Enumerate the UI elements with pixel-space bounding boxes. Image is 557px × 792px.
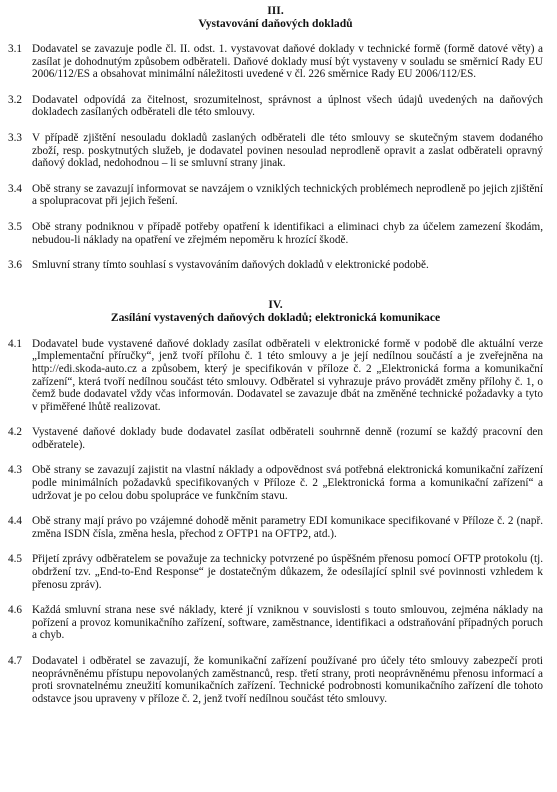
clause-number: 4.3 bbox=[8, 464, 22, 477]
clause-number: 3.6 bbox=[8, 259, 22, 272]
clause-number: 4.2 bbox=[8, 426, 22, 439]
section-4-number: IV. bbox=[268, 297, 283, 311]
clause-text: Obě strany se zavazují informovat se navzájem o vzniklých technických problémech neprodleně po jejich zjištění a spolupracovat při jejich řešení. bbox=[32, 182, 543, 208]
section-3-number: III. bbox=[267, 4, 284, 17]
clause-text: Dodavatel se zavazuje podle čl. II. odst. 1. vystavovat daňové doklady v technické formě (formě datové věty) a zasílat je dohodnutým způsobem odběrateli. Daňové doklady musí být vystaveny v souladu se směrnicí Rady EU 2006/112/ES a obsahovat minimální náležitosti uvedené v čl. 226 směrnice Rady EU 2006/112/ES. bbox=[32, 43, 543, 81]
clause-number: 3.1 bbox=[8, 43, 22, 55]
clause-text: Dodavatel bude vystavené daňové doklady zasílat odběrateli v elektronické formě v podobě dle aktuální verze „Implementační příručky“, jenž tvoří přílohu č. 1 této smlouvy a je její nedílnou součástí a je zveřejněna na http://edi.skoda-auto.cz a způsobem, který je specifikován v příloze č. 2 „Elektronická forma a komunikační zařízení“, která tvoří nedílnou součást této smlouvy. Odběratel si vyhrazuje právo provádět změny přílohy č. 1, o čemž bude dodavatel vždy včas informován. Dodavatel se zavazuje dbát na změněné technické požadavky a tyto v přiměřené lhůtě realizovat. bbox=[32, 337, 543, 413]
clause-4-1 bbox=[8, 338, 543, 414]
section-3-title: Vystavování daňových dokladů bbox=[198, 17, 353, 30]
section-4-title: Zasílání vystavených daňových dokladů; elektronická komunikace bbox=[110, 310, 441, 324]
clause-3-4 bbox=[8, 183, 543, 208]
clause-number: 3.2 bbox=[8, 93, 22, 106]
clause-text: Obě strany podniknou v případě potřeby opatření k identifikaci a eliminaci chyb za účelem zamezení škodám, nebudou-li náklady na opatření ve zřejmém nepoměru k hrozící škodě. bbox=[32, 220, 543, 246]
clause-text: Dodavatel odpovídá za čitelnost, srozumitelnost, správnost a úplnost všech údajů uvedených na daňových dokladech zasílaných odběrateli dle této smlouvy. bbox=[32, 93, 543, 119]
clause-3-3 bbox=[8, 132, 543, 170]
clause-4-2 bbox=[8, 426, 543, 451]
clause-3-2 bbox=[8, 94, 543, 119]
section-3-heading bbox=[8, 4, 543, 30]
clause-3-6 bbox=[8, 259, 543, 272]
clause-text: Obě strany se zavazují zajistit na vlastní náklady a odpovědnost svá potřebná elektronická komunikační zařízení podle minimálních požadavků specifikovaných v Příloze č. 2 „Elektronická forma a komunikační zařízení“ a udržovat je po celou dobu spolupráce ve funkčním stavu. bbox=[32, 464, 543, 502]
clause-3-1 bbox=[8, 43, 543, 81]
clause-text: Každá smluvní strana nese své náklady, které jí vzniknou v souvislosti s touto smlouvou, zejména náklady na pořízení a provoz komunikačního zařízení, software, zaměstnance, identifikaci a odstraňování případných poruch a chyb. bbox=[32, 604, 543, 642]
clause-4-6 bbox=[8, 604, 543, 642]
clause-number: 4.5 bbox=[8, 553, 22, 566]
clause-4-7 bbox=[8, 655, 543, 705]
clause-number: 3.3 bbox=[8, 131, 22, 144]
clause-text: Dodavatel i odběratel se zavazují, že komunikační zařízení používané pro účely této smlouvy zabezpečí proti neoprávněnému přístupu nepovolaných zaměstnanců, resp. třetí strany, proti neoprávněnému přenosu informací a proti srovnatelnému zneužití komunikačních zařízení. Technické podrobnosti komunikačního zařízení dle tohoto odstavce jsou upraveny v příloze č. 2, jenž tvoří nedílnou součást této smlouvy. bbox=[32, 655, 543, 705]
clause-3-5 bbox=[8, 221, 543, 246]
clause-text: Přijetí zprávy odběratelem se považuje za technicky potvrzené po úspěšném přenosu pomocí OFTP protokolu (tj. obdržení tzv. „End-to-End Response“ je dostatečným důkazem, že odesílající splnil své povinnosti vzhledem k přenosu zpráv). bbox=[32, 553, 543, 591]
clause-text: Smluvní strany tímto souhlasí s vystavováním daňových dokladů v elektronické podobě. bbox=[32, 259, 429, 272]
clause-4-4 bbox=[8, 515, 543, 540]
clause-text: Vystavené daňové doklady bude dodavatel zasílat odběrateli souhrnně denně (rozumí se každý pracovní den odběratele). bbox=[32, 426, 543, 451]
clause-number: 4.1 bbox=[8, 337, 22, 350]
clause-text: V případě zjištění nesouladu dokladů zaslaných odběrateli dle této smlouvy se skutečným stavem dodaného zboží, resp. poskytnutých služeb, je dodavatel povinen nesoulad neprodleně opravit a zaslat odběrateli opravný daňový doklad, nedohodnou – li se smluvní strany jinak. bbox=[32, 131, 543, 170]
clause-number: 3.5 bbox=[8, 220, 22, 233]
section-4-heading bbox=[8, 298, 543, 324]
clause-text: Obě strany mají právo po vzájemné dohodě měnit parametry EDI komunikace specifikované v Příloze č. 2 (např. změna ISDN čísla, změna hesla, přechod z OFTP1 na OFTP2, atd.). bbox=[32, 515, 543, 540]
clause-4-5 bbox=[8, 553, 543, 591]
clause-4-3 bbox=[8, 464, 543, 502]
clause-number: 4.6 bbox=[8, 604, 22, 617]
clause-number: 3.4 bbox=[8, 182, 22, 195]
clause-number: 4.7 bbox=[8, 655, 22, 667]
clause-number: 4.4 bbox=[8, 515, 22, 528]
